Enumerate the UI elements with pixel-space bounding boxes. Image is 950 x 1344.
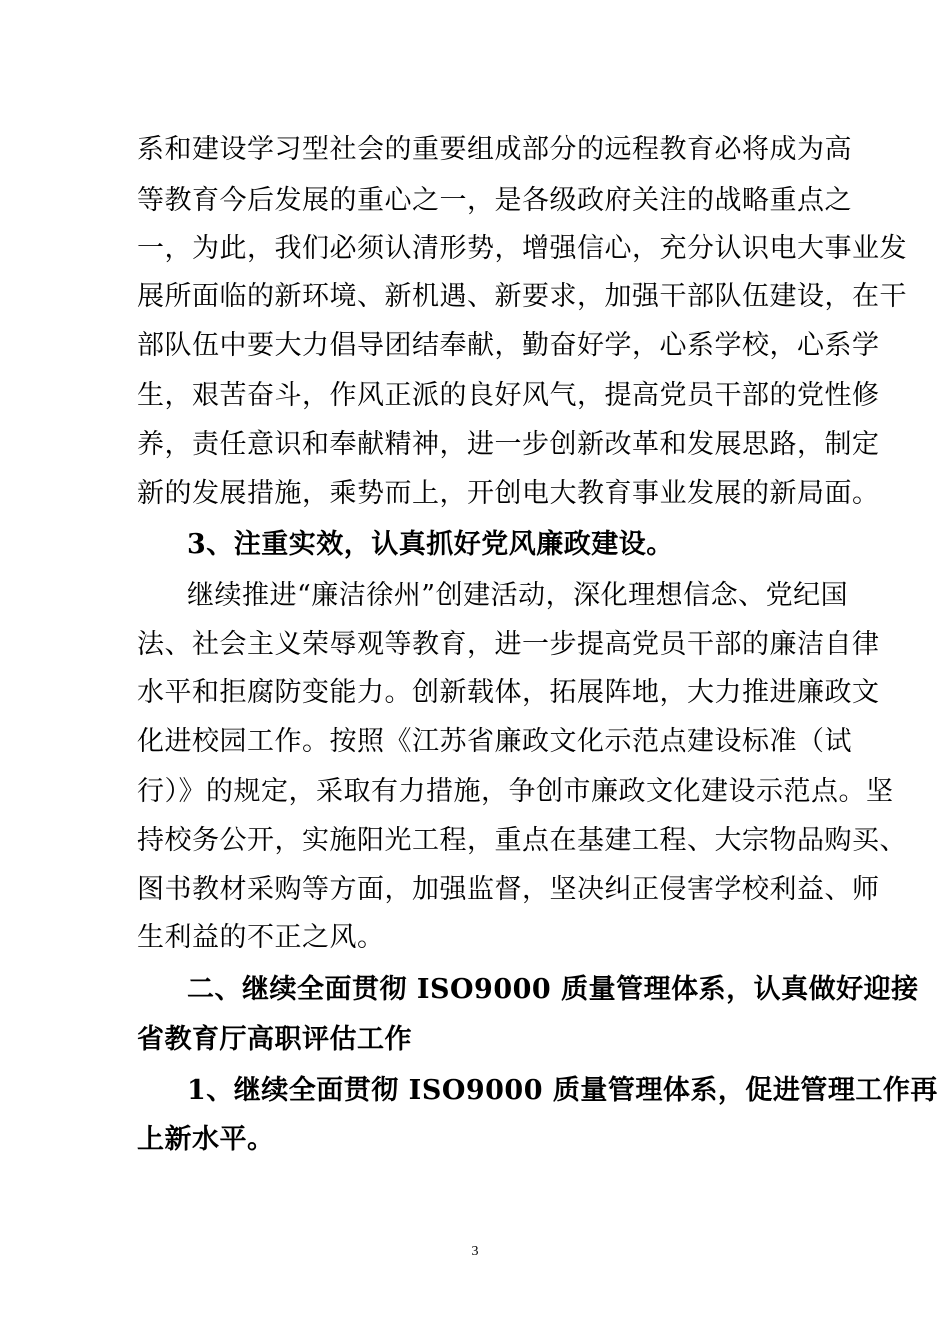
paragraph-line: 继续推进“廉洁徐州”创建活动，深化理想信念、党纪国 <box>187 580 849 611</box>
paragraph-line: 新的发展措施，乘势而上，开创电大教育事业发展的新局面。 <box>137 478 880 509</box>
section-heading: 3、注重实效，认真抓好党风廉政建设。 <box>187 529 674 560</box>
paragraph-line: 一，为此，我们必须认清形势，增强信心，充分认识电大事业发 <box>137 233 907 264</box>
paragraph-line: 展所面临的新环境、新机遇、新要求，加强干部队伍建设，在干 <box>137 281 907 312</box>
paragraph-line: 生，艰苦奋斗，作风正派的良好风气，提高党员干部的党性修 <box>137 380 880 411</box>
page-number: 3 <box>471 1244 479 1259</box>
paragraph-line: 生利益的不正之风。 <box>137 922 385 953</box>
section-heading-continued: 省教育厅高职评估工作 <box>137 1024 412 1055</box>
paragraph-line: 行）》的规定，采取有力措施，争创市廉政文化建设示范点。坚 <box>137 776 894 807</box>
paragraph-line: 化进校园工作。按照《江苏省廉政文化示范点建设标准（试 <box>137 726 852 757</box>
paragraph-line: 持校务公开，实施阳光工程，重点在基建工程、大宗物品购买、 <box>137 825 907 856</box>
paragraph-line: 部队伍中要大力倡导团结奉献，勤奋好学，心系学校，心系学 <box>137 330 880 361</box>
paragraph-line: 法、社会主义荣辱观等教育，进一步提高党员干部的廉洁自律 <box>137 629 880 660</box>
paragraph-line: 养，责任意识和奉献精神，进一步创新改革和发展思路，制定 <box>137 429 880 460</box>
paragraph-line: 系和建设学习型社会的重要组成部分的远程教育必将成为高 <box>137 134 852 165</box>
paragraph-line: 图书教材采购等方面，加强监督，坚决纠正侵害学校利益、师 <box>137 874 880 905</box>
section-heading: 二、继续全面贯彻 ISO9000 质量管理体系，认真做好迎接 <box>187 974 919 1005</box>
paragraph-line: 等教育今后发展的重心之一，是各级政府关注的战略重点之 <box>137 185 852 216</box>
subsection-heading-continued: 上新水平。 <box>137 1124 275 1155</box>
subsection-heading: 1、继续全面贯彻 ISO9000 质量管理体系，促进管理工作再 <box>187 1075 938 1106</box>
paragraph-line: 水平和拒腐防变能力。创新载体，拓展阵地，大力推进廉政文 <box>137 677 880 708</box>
